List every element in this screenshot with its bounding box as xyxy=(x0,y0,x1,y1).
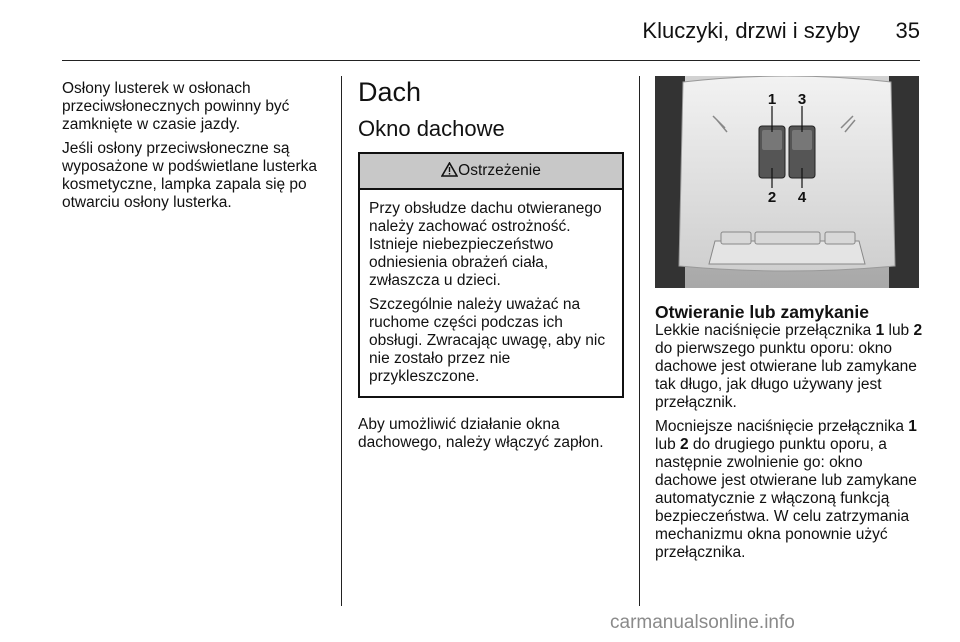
roof-switch-photo xyxy=(655,76,919,288)
column-3 xyxy=(655,76,925,568)
text-run: do pierwszego punktu oporu: okno dachowe jest otwierane lub zamykane tak długo, jak długo używany jest przełącznik. xyxy=(655,340,917,411)
text-run: Lekkie naciśnięcie przełącznika xyxy=(655,322,876,339)
warning-header xyxy=(360,154,622,190)
switch-ref: 2 xyxy=(680,436,689,453)
switch-ref: 2 xyxy=(913,322,923,339)
warning-paragraph-caution: Przy obsłudze dachu otwieranego należy zachować ostrożność. Istnieje niebezpieczeństwo odniesienia obrażeń ciała, zwłaszcza u dzieci. xyxy=(369,200,602,289)
paragraph-light-press xyxy=(655,322,925,412)
watermark: carmanualsonline.info xyxy=(610,612,795,633)
figure-label-4: 4 xyxy=(797,189,807,206)
column-2 xyxy=(358,76,623,458)
text-run: do drugiego punktu oporu, a następnie zwolnienie go: okno dachowe jest otwierane lub zamykane automatycznie z włączoną funkcją bezpieczeństwa. W celu zatrzymania mechanizmu okna ponownie użyć przełącznika. xyxy=(655,436,917,561)
text-run: lub xyxy=(655,436,680,453)
column-divider-left xyxy=(341,76,342,606)
page-header-title: Kluczyki, drzwi i szyby xyxy=(642,18,860,43)
section-title: Dach xyxy=(358,77,422,107)
figure-label-3: 3 xyxy=(797,91,807,108)
paragraph-firm-press xyxy=(655,418,925,562)
warning-body xyxy=(360,190,622,396)
switch-ref: 1 xyxy=(875,322,885,339)
topic-title: Otwieranie lub zamykanie xyxy=(655,302,869,322)
warning-triangle-icon xyxy=(441,162,458,177)
header-rule xyxy=(62,60,920,61)
figure-label-2: 2 xyxy=(767,189,777,206)
text-run: lub xyxy=(884,322,914,339)
column-divider-right xyxy=(639,76,640,606)
paragraph-illuminated-mirrors: Jeśli osłony przeciwsłoneczne są wyposażone w podświetlane lusterka kosmetyczne, lampka zapala się po otwarciu osłony lusterka. xyxy=(62,140,318,211)
warning-box xyxy=(358,152,624,398)
column-1 xyxy=(62,80,332,218)
page-number: 35 xyxy=(895,18,920,43)
figure-label-1: 1 xyxy=(767,91,777,108)
paragraph-ignition: Aby umożliwić działanie okna dachowego, należy włączyć zapłon. xyxy=(358,416,604,451)
subsection-title: Okno dachowe xyxy=(358,116,505,141)
warning-title: Ostrzeżenie xyxy=(458,162,541,179)
warning-paragraph-moving-parts: Szczególnie należy uważać na ruchome części podczas ich obsługi. Zwracając uwagę, aby nic nie zostało przez nie przykleszczone. xyxy=(369,296,606,385)
paragraph-visor-mirrors-closed: Osłony lusterek w osłonach przeciwsłonecznych powinny być zamknięte w czasie jazdy. xyxy=(62,80,290,133)
text-run: Mocniejsze naciśnięcie przełącznika xyxy=(655,418,909,435)
switch-ref: 1 xyxy=(908,418,917,435)
